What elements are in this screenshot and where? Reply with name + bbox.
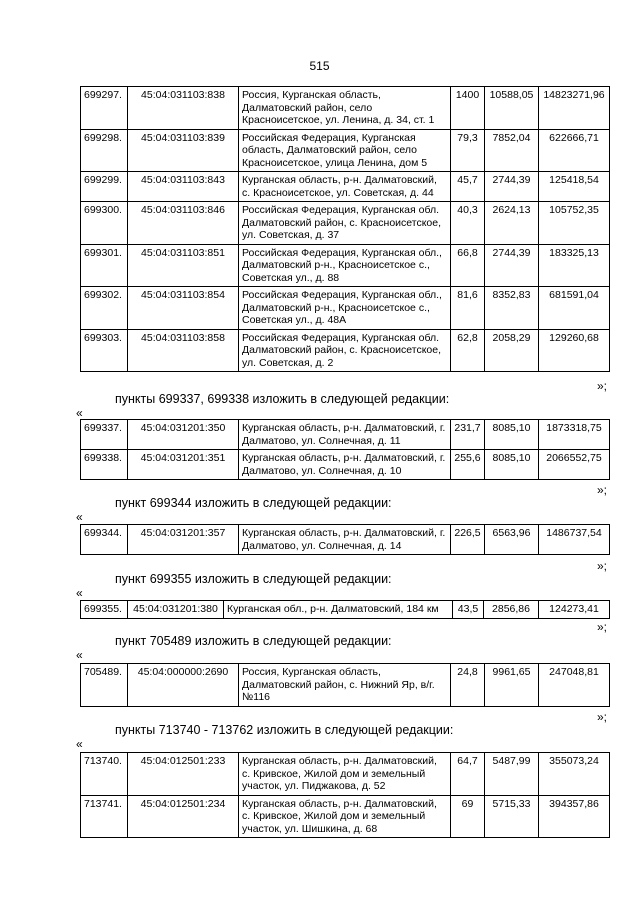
cadastral-value-cell: 14823271,96 [539,87,610,130]
cadastral-number-cell: 45:04:031103:858 [128,329,239,372]
record-number-cell: 699355. [81,601,128,619]
record-number-cell: 699298. [81,129,128,172]
address-cell: Курганская область, р-н. Далматовский, с. Красноисетское, ул. Советская, д. 44 [239,172,451,202]
cadastral-number-cell: 45:04:031201:380 [128,601,224,619]
unit-value-cell: 10588,05 [485,87,539,130]
cadastral-value-cell: 105752,35 [539,202,610,245]
table-body [81,87,610,372]
cadastral-value-cell: 183325,13 [539,244,610,287]
area-cell: 69 [451,795,485,838]
table-row [81,753,610,796]
area-cell: 81,6 [451,287,485,330]
closing-quote: »; [597,710,608,724]
address-cell: Российская Федерация, Курганская обл., Далматовский р-н., Красноисетское с., Советская ул., д. 48А [239,287,451,330]
amendment-paragraph: пункт 699355 изложить в следующей редакции: [115,572,392,586]
area-cell: 43,5 [453,601,484,619]
closing-quote: »; [597,559,608,573]
table-body [81,753,610,838]
cadastral-number-cell: 45:04:031201:351 [128,450,239,480]
cadastral-value-cell: 681591,04 [539,287,610,330]
unit-value-cell: 5487,99 [485,753,539,796]
address-cell: Российская Федерация, Курганская обл. Далматовский район, с. Красноисетское, ул. Советская, д. 37 [239,202,451,245]
address-cell: Курганская область, р-н. Далматовский, г. Далматово, ул. Солнечная, д. 10 [239,450,451,480]
table-row [81,172,610,202]
cadastral-number-cell: 45:04:031103:851 [128,244,239,287]
records-table-6 [80,752,610,838]
record-number-cell: 699297. [81,87,128,130]
record-number-cell: 713740. [81,753,128,796]
cadastral-value-cell: 124273,41 [539,601,610,619]
cadastral-value-cell: 1873318,75 [539,420,610,450]
record-number-cell: 699344. [81,525,128,555]
opening-quote: « [76,586,83,600]
record-number-cell: 713741. [81,795,128,838]
unit-value-cell: 8085,10 [485,450,539,480]
records-table-5 [80,663,610,707]
page-number: 515 [309,59,330,73]
cadastral-value-cell: 2066552,75 [539,450,610,480]
table-row [81,329,610,372]
record-number-cell: 699302. [81,287,128,330]
opening-quote: « [76,406,83,420]
cadastral-number-cell: 45:04:000000:2690 [128,664,239,707]
table-body [81,525,610,555]
opening-quote: « [76,737,83,751]
table-body [81,601,610,619]
address-cell: Российская Федерация, Курганская обл. Далматовский район, с. Красноисетское, ул. Советская, д. 2 [239,329,451,372]
table-row [81,795,610,838]
unit-value-cell: 8352,83 [485,287,539,330]
records-table-3 [80,524,610,555]
cadastral-value-cell: 622666,71 [539,129,610,172]
cadastral-value-cell: 1486737,54 [539,525,610,555]
records-table-4 [80,600,610,619]
unit-value-cell: 2856,86 [484,601,539,619]
cadastral-number-cell: 45:04:031103:846 [128,202,239,245]
unit-value-cell: 7852,04 [485,129,539,172]
record-number-cell: 699303. [81,329,128,372]
area-cell: 231,7 [451,420,485,450]
area-cell: 40,3 [451,202,485,245]
cadastral-number-cell: 45:04:031103:838 [128,87,239,130]
cadastral-value-cell: 247048,81 [539,664,610,707]
unit-value-cell: 2624,13 [485,202,539,245]
table-row [81,420,610,450]
table-row [81,244,610,287]
address-cell: Россия, Курганская область, Далматовский район, с. Нижний Яр, в/г. №116 [239,664,451,707]
area-cell: 66,8 [451,244,485,287]
cadastral-value-cell: 394357,86 [539,795,610,838]
unit-value-cell: 2058,29 [485,329,539,372]
table-row [81,664,610,707]
table-row [81,287,610,330]
record-number-cell: 699338. [81,450,128,480]
records-table-2 [80,419,610,480]
area-cell: 255,6 [451,450,485,480]
record-number-cell: 699337. [81,420,128,450]
unit-value-cell: 8085,10 [485,420,539,450]
opening-quote: « [76,510,83,524]
area-cell: 79,3 [451,129,485,172]
cadastral-number-cell: 45:04:031201:350 [128,420,239,450]
cadastral-number-cell: 45:04:012501:233 [128,753,239,796]
cadastral-number-cell: 45:04:012501:234 [128,795,239,838]
unit-value-cell: 6563,96 [485,525,539,555]
cadastral-value-cell: 125418,54 [539,172,610,202]
area-cell: 24,8 [451,664,485,707]
amendment-paragraph: пункты 699337, 699338 изложить в следующей редакции: [115,392,450,406]
address-cell: Курганская область, р-н. Далматовский, с. Кривское, Жилой дом и земельный участок, ул. Пиджакова, д. 52 [239,753,451,796]
amendment-paragraph: пункт 699344 изложить в следующей редакции: [115,496,392,510]
cadastral-number-cell: 45:04:031103:854 [128,287,239,330]
closing-quote: »; [597,379,608,393]
unit-value-cell: 9961,65 [485,664,539,707]
records-table-1 [80,86,610,372]
table-row [81,129,610,172]
area-cell: 1400 [451,87,485,130]
area-cell: 64,7 [451,753,485,796]
table-row [81,525,610,555]
table-row [81,450,610,480]
record-number-cell: 705489. [81,664,128,707]
table-body [81,664,610,707]
unit-value-cell: 2744,39 [485,172,539,202]
closing-quote: »; [597,483,608,497]
cadastral-number-cell: 45:04:031201:357 [128,525,239,555]
address-cell: Курганская область, р-н. Далматовский, г. Далматово, ул. Солнечная, д. 11 [239,420,451,450]
area-cell: 45,7 [451,172,485,202]
amendment-paragraph: пункты 713740 - 713762 изложить в следующей редакции: [115,723,454,737]
cadastral-number-cell: 45:04:031103:843 [128,172,239,202]
area-cell: 62,8 [451,329,485,372]
table-body [81,420,610,480]
closing-quote: »; [597,620,608,634]
address-cell: Российская Федерация, Курганская обл., Далматовский р-н., Красноисетское с., Советская ул., д. 88 [239,244,451,287]
record-number-cell: 699301. [81,244,128,287]
address-cell: Российская Федерация, Курганская область, Далматовский район, село Красноисетское, улица Ленина, дом 5 [239,129,451,172]
amendment-paragraph: пункт 705489 изложить в следующей редакции: [115,634,392,648]
cadastral-value-cell: 129260,68 [539,329,610,372]
record-number-cell: 699299. [81,172,128,202]
table-row [81,202,610,245]
record-number-cell: 699300. [81,202,128,245]
address-cell: Россия, Курганская область, Далматовский район, село Красноисетское, ул. Ленина, д. 34, ст. 1 [239,87,451,130]
address-cell: Курганская обл., р-н. Далматовский, 184 км [224,601,453,619]
cadastral-value-cell: 355073,24 [539,753,610,796]
unit-value-cell: 2744,39 [485,244,539,287]
table-row [81,601,610,619]
opening-quote: « [76,648,83,662]
address-cell: Курганская область, р-н. Далматовский, г. Далматово, ул. Солнечная, д. 14 [239,525,451,555]
unit-value-cell: 5715,33 [485,795,539,838]
address-cell: Курганская область, р-н. Далматовский, с. Кривское, Жилой дом и земельный участок, ул. Шишкина, д. 68 [239,795,451,838]
area-cell: 226,5 [451,525,485,555]
table-row [81,87,610,130]
cadastral-number-cell: 45:04:031103:839 [128,129,239,172]
